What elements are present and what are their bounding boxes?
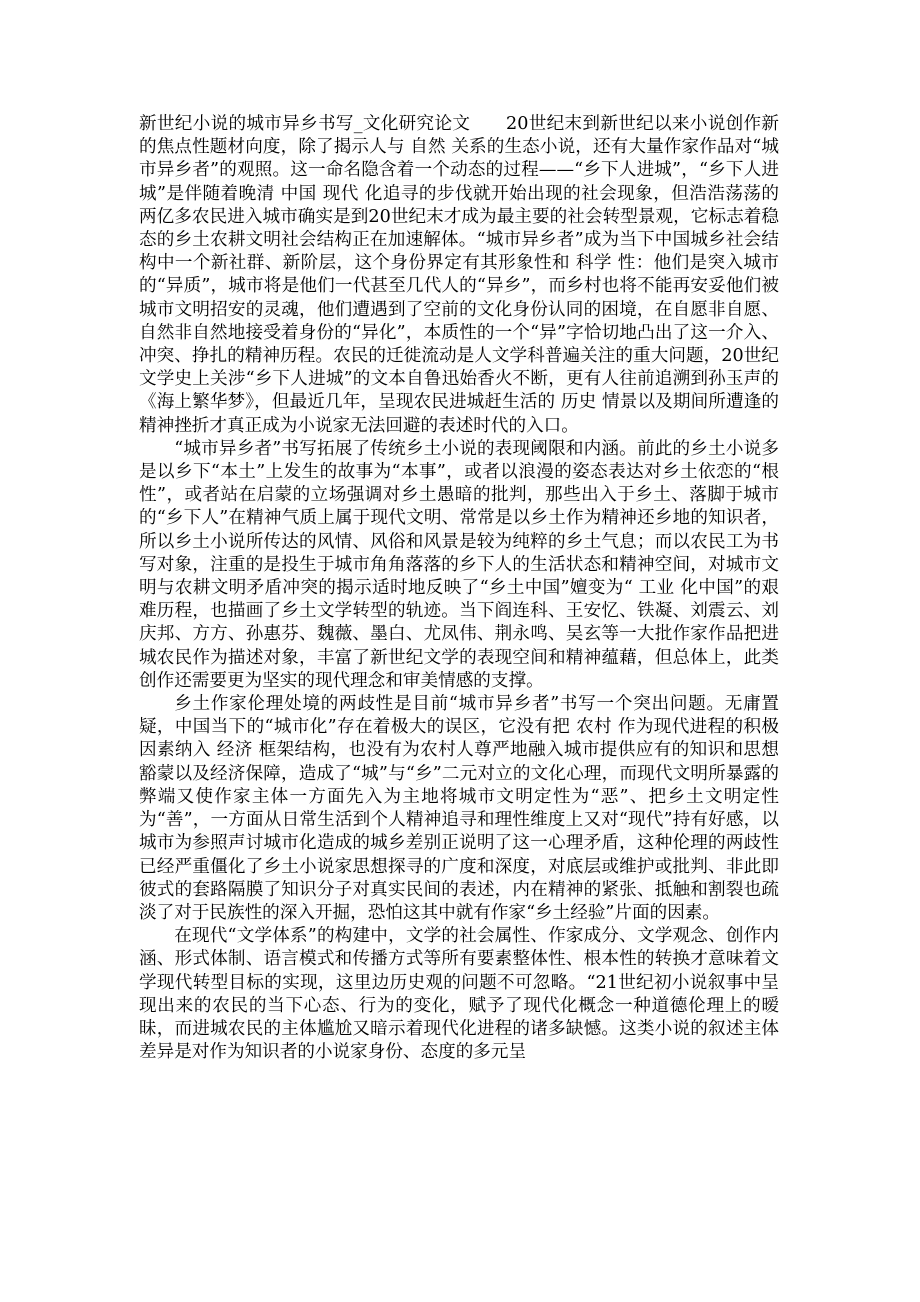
paragraph-2: “城市异乡者”书写拓展了传统乡土小说的表现阈限和内涵。前此的乡土小说多是以乡下“本土”上发生的故事为“本事”，或者以浪漫的姿态表达对乡土依恋的“根性”，或者站在启蒙的立场强调对乡土愚暗的批判，那些出入于乡土、落脚于城市的“乡下人”在精神气质上属于现代文明、常常是以乡土作为精神还乡地的知识者，所以乡土小说所传达的风情、风俗和风景是较为纯粹的乡土气息；而以农民工为书写对象，注重的是投生于城市角角落落的乡下人的生活状态和精神空间，对城市文明与农耕文明矛盾冲突的揭示适时地反映了“乡土中国”嬗变为“ 工业 化中国”的艰难历程，也描画了乡土文学转型的轨迹。当下阎连科、王安忆、铁凝、刘震云、刘庆邦、方方、孙惠芬、魏薇、墨白、尤凤伟、荆永鸣、吴玄等一大批作家作品把进城农民作为描述对象，丰富了新世纪文学的表现空间和精神蕴藉，但总体上，此类创作还需要更为坚实的现代理念和审美情感的支撑。 xyxy=(139,438,779,691)
paragraph-4: 在现代“文学体系”的构建中，文学的社会属性、作家成分、文学观念、创作内涵、形式体制、语言模式和传播方式等所有要素整体性、根本性的转换才意味着文学现代转型目标的实现，这里边历史观的问题不可忽略。“21世纪初小说叙事中呈现出来的农民的当下心态、行为的变化，赋予了现代化概念一种道德伦理上的暧昧，而进城农民的主体尴尬又暗示着现代化进程的诸多缺憾。这类小说的叙述主体差异是对作为知识者的小说家身份、态度的多元呈 xyxy=(139,926,779,1063)
paragraph-3: 乡土作家伦理处境的两歧性是目前“城市异乡者”书写一个突出问题。无庸置疑，中国当下的“城市化”存在着极大的误区，它没有把 农村 作为现代进程的积极因素纳入 经济 框架结构，也没有为农村人尊严地融入城市提供应有的知识和思想豁蒙以及经济保障，造成了“城”与“乡”二元对立的文化心理，而现代文明所暴露的弊端又使作家主体一方面先入为主地将城市文明定性为“恶”、把乡土文明定性为“善”，一方面从日常生活到个人精神追寻和理性维度上又对“现代”持有好感，以城市为参照声讨城市化造成的城乡差别正说明了这一心理矛盾，这种伦理的两歧性已经严重僵化了乡土小说家思想探寻的广度和深度，对底层或维护或批判、非此即彼式的套路隔膜了知识分子对真实民间的表述，内在精神的紧张、抵触和割裂也疏淡了对于民族性的深入开掘，恐怕这其中就有作家“乡土经验”片面的因素。 xyxy=(139,694,779,923)
document-page xyxy=(139,113,779,1064)
paragraph-1: 新世纪小说的城市异乡书写_文化研究论文 20世纪末到新世纪以来小说创作新的焦点性题材向度，除了揭示人与 自然 关系的生态小说，还有大量作家作品对“城市异乡者”的观照。这一命名隐含着一个动态的过程——“乡下人进城”，“乡下人进城”是伴随着晚清 中国 现代 化追寻的步伐就开始出现的社会现象，但浩浩荡荡的两亿多农民进入城市确实是到20世纪末才成为最主要的社会转型景观，它标志着稳态的乡土农耕文明社会结构正在加速解体。“城市异乡者”成为当下中国城乡社会结构中一个新社群、新阶层，这个身份界定有其形象性和 科学 性：他们是突入城市的“异质”，城市将是他们一代甚至几代人的“异乡”，而乡村也将不能再安妥他们被城市文明招安的灵魂，他们遭遇到了空前的文化身份认同的困境，在自愿非自愿、自然非自然地接受着身份的“异化”，本质性的一个“异”字恰切地凸出了这一介入、冲突、挣扎的精神历程。农民的迁徙流动是人文学科普遍关注的重大问题，20世纪文学史上关涉“乡下人进城”的文本自鲁迅始香火不断，更有人往前追溯到孙玉声的《海上繁华梦》，但最近几年，呈现农民进城赶生活的 历史 情景以及期间所遭逢的精神挫折才真正成为小说家无法回避的表述时代的入口。 xyxy=(139,114,779,436)
